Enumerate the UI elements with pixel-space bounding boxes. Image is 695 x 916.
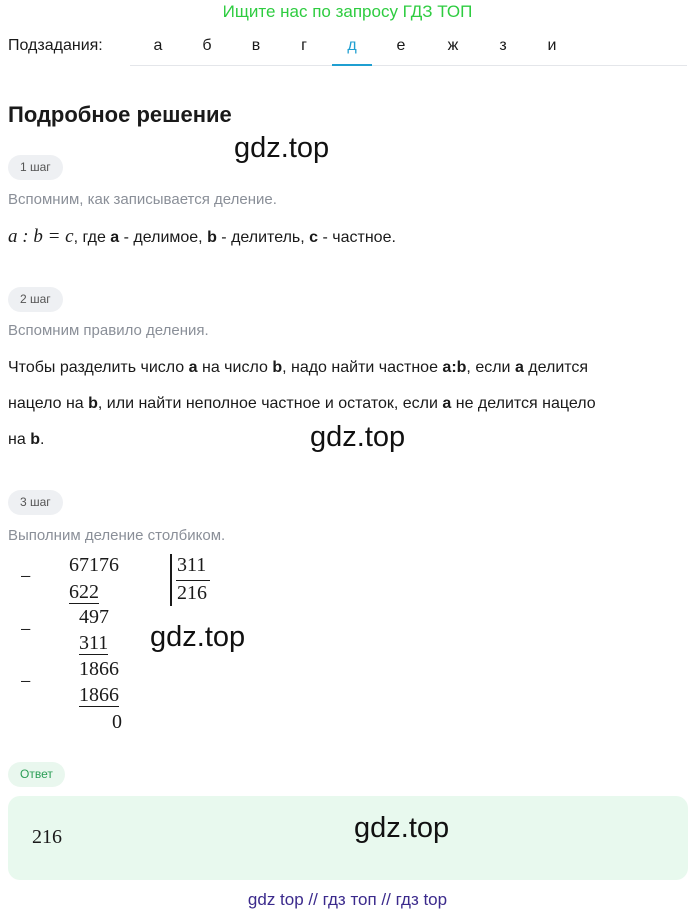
subtask-zh[interactable]: ж — [447, 37, 459, 54]
step-1-text — [8, 219, 688, 256]
subtask-e[interactable]: е — [396, 37, 406, 54]
subtasks-nav — [8, 36, 687, 66]
subtasks-label: Подзадания: — [8, 37, 103, 54]
text-bold: b — [30, 431, 40, 448]
watermark-2: gdz.top — [310, 421, 406, 453]
divisor: 311 — [177, 554, 207, 576]
step-1-hint: Вспомним, как записывается деление. — [8, 191, 277, 208]
subtask-v[interactable]: в — [251, 37, 261, 54]
text-bold: a — [188, 359, 198, 376]
dividend: 67176 — [69, 554, 119, 576]
subtask-g[interactable]: г — [301, 37, 307, 54]
watermark-4: gdz.top — [354, 812, 450, 844]
text-bold: a — [514, 359, 524, 376]
text-part: не делится нацело — [451, 395, 596, 412]
remainder-2: 1866 — [79, 658, 119, 680]
text-part: делится — [523, 359, 589, 376]
minus-sign: − — [20, 566, 32, 588]
text-part: - частное. — [318, 229, 396, 246]
text-part: . — [39, 431, 45, 448]
text-bold: b — [207, 229, 217, 246]
division-bar — [170, 554, 172, 606]
text-part: на число — [197, 359, 273, 376]
step-2-line-2 — [8, 386, 688, 422]
answer-value: 216 — [32, 826, 62, 848]
step-3-badge: 3 шаг — [8, 490, 63, 515]
answer-box — [8, 796, 688, 880]
minus-sign: − — [20, 671, 32, 693]
minus-sign: − — [20, 619, 32, 641]
footer-links[interactable]: gdz top // гдз топ // гдз top — [247, 890, 448, 909]
text-part: , или найти неполное частное и остаток, если — [97, 395, 443, 412]
subtask-a[interactable]: а — [153, 37, 163, 54]
subtask-i[interactable]: и — [547, 37, 557, 54]
divisor-underline — [176, 580, 210, 581]
text-part: , где — [73, 229, 111, 246]
text-bold: c — [309, 229, 319, 246]
subtrahend-3: 1866 — [79, 684, 119, 706]
step-1-badge: 1 шаг — [8, 155, 63, 180]
step-2-hint: Вспомним правило деления. — [8, 322, 209, 339]
subtasks-bar — [130, 36, 687, 66]
remainder-1: 497 — [79, 606, 109, 628]
text-bold: a — [442, 395, 452, 412]
subtrahend-2: 311 — [79, 632, 109, 654]
text-part: Чтобы разделить число — [8, 359, 189, 376]
text-part: нацело на — [8, 395, 89, 412]
text-part: - делимое, — [119, 229, 208, 246]
text-part: на — [8, 431, 31, 448]
step-2-badge: 2 шаг — [8, 287, 63, 312]
subtask-b[interactable]: б — [202, 37, 212, 54]
text-part: , надо найти частное — [282, 359, 443, 376]
search-banner: Ищите нас по запросу ГДЗ ТОП — [222, 2, 473, 21]
text-bold: a — [110, 229, 120, 246]
text-bold: b — [88, 395, 98, 412]
division-formula: a : b = c — [8, 226, 74, 247]
watermark-1: gdz.top — [234, 132, 330, 164]
subtask-d[interactable]: д — [332, 36, 372, 66]
text-bold: b — [272, 359, 283, 376]
subtask-z[interactable]: з — [499, 37, 507, 54]
quotient: 216 — [177, 582, 207, 604]
subtrahend-1: 622 — [69, 581, 99, 603]
text-bold: a:b — [442, 359, 467, 376]
step-3-hint: Выполним деление столбиком. — [8, 527, 226, 544]
step-2-line-1 — [8, 350, 688, 386]
watermark-3: gdz.top — [150, 621, 246, 653]
final-remainder: 0 — [112, 711, 122, 733]
text-part: - делитель, — [216, 229, 310, 246]
page-title: Подробное решение — [8, 102, 232, 127]
text-part: , если — [466, 359, 515, 376]
answer-badge: Ответ — [8, 762, 65, 787]
